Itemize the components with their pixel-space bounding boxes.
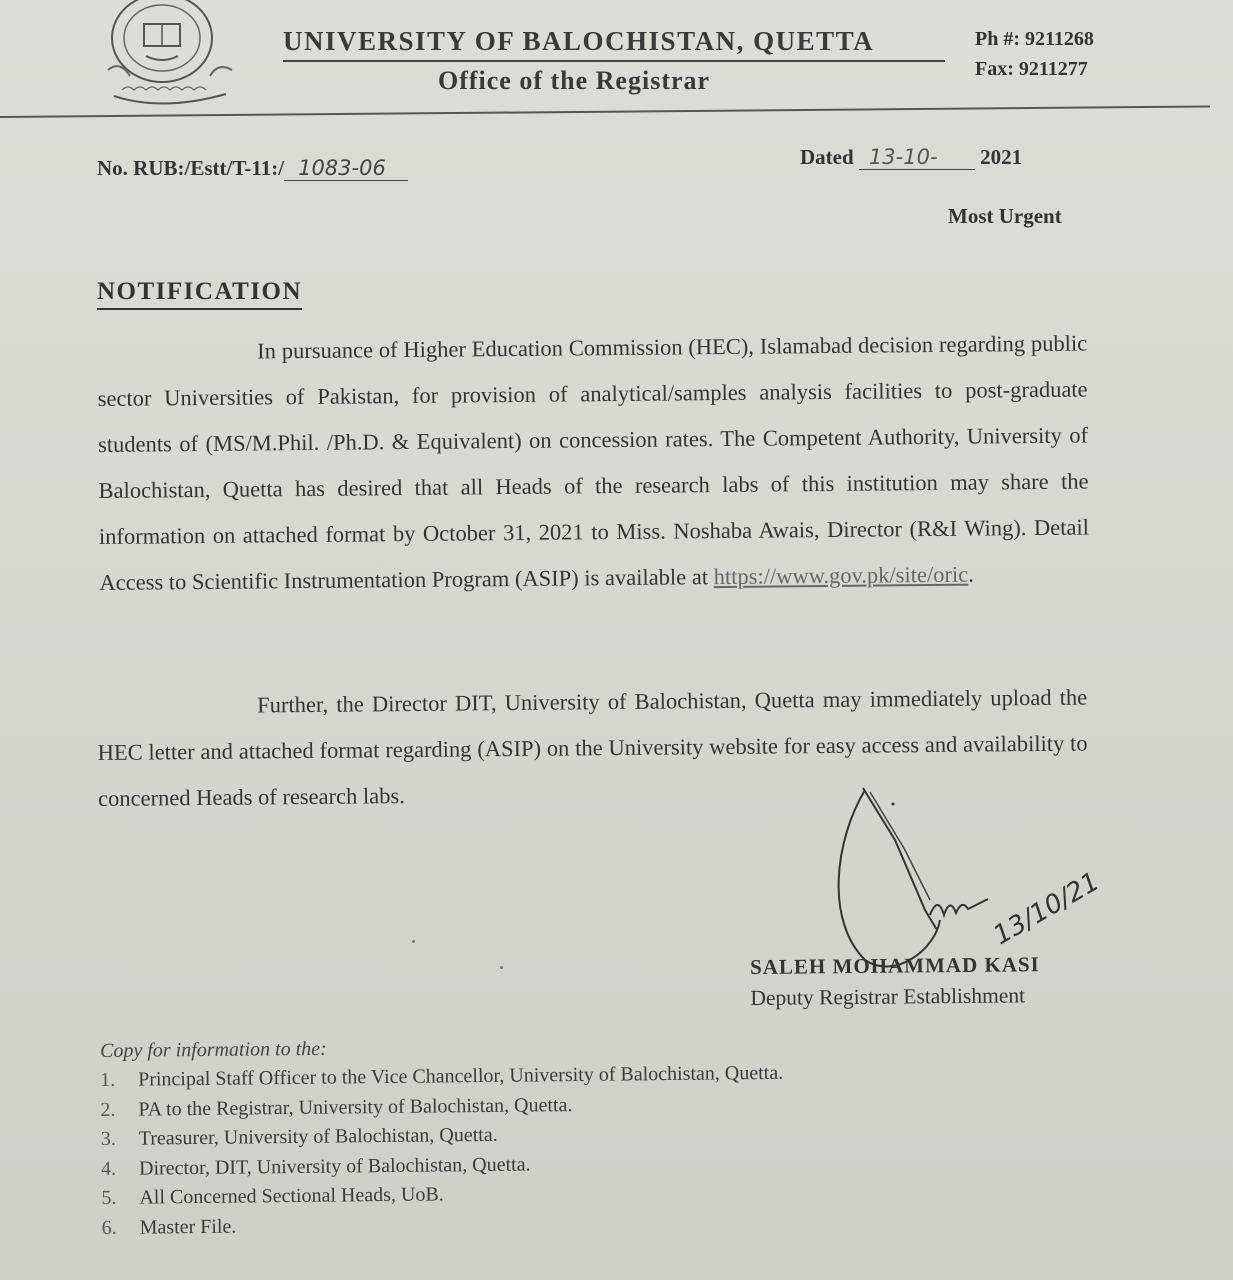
office-name: Office of the Registrar — [438, 66, 711, 95]
dated-label: Dated — [800, 145, 854, 169]
paper-speck — [500, 966, 503, 969]
copy-to-list — [100, 1059, 785, 1243]
list-item: 6. Master File. — [101, 1215, 237, 1239]
signatory-block — [750, 952, 1040, 1011]
asip-link[interactable]: https://www.gov.pk/site/oric — [713, 561, 969, 590]
phone-number: Ph #: 9211268 — [975, 28, 1094, 50]
date-line — [800, 145, 1022, 170]
signatory-designation: Deputy Registrar Establishment — [750, 983, 1026, 1010]
copy-to-title: Copy for information to the: — [100, 1037, 327, 1062]
reference-handwritten: 1083-06 — [284, 156, 408, 181]
notification-heading: NOTIFICATION — [97, 278, 302, 310]
list-item: 1. Principal Staff Officer to the Vice Chancellor, University of Balochistan, Quetta. — [100, 1061, 784, 1091]
notification-paragraph-1: In pursuance of Higher Education Commission (HEC), Islamabad decision regarding public sector Universities of Pakistan, for provision of analytical/samples analysis facilities to post-graduate students of (MS/M.Phil. /Ph.D. & Equivalent) on concession rates. The Competent Authority, University of Balochistan, Quetta has desired that all Heads of the research labs of this institution may share the information on attached format by October 31, 2021 to Miss. Noshaba Awais, Director (R&I Wing). Detail Access to Scientific Instrumentation Program (ASIP) is available at https://www.gov.pk/site/oric. — [97, 330, 1090, 595]
header-underline — [283, 60, 945, 62]
date-year: 2021 — [980, 145, 1023, 169]
contact-block — [975, 24, 1094, 84]
list-item: 3. Treasurer, University of Balochistan, Quetta. — [100, 1123, 498, 1150]
reference-label: No. RUB:/Estt/T-11:/ — [97, 156, 285, 180]
signature-date: 13/10/21 — [988, 866, 1105, 952]
reference-number — [97, 156, 408, 181]
paper-speck — [412, 940, 415, 943]
list-item: 5. All Concerned Sectional Heads, UoB. — [101, 1183, 444, 1209]
handwritten-signature — [825, 780, 1145, 980]
fax-number: Fax: 9211277 — [975, 58, 1088, 80]
paragraph-1-text: In pursuance of Higher Education Commission (HEC), Islamabad decision regarding public sector Universities of Pakistan, for provision of analytical/samples analysis facilities to post-graduate students of (MS/M.Phil. /Ph.D. & Equivalent) on concession rates. The Competent Authority, University of Balochistan, Quetta has desired that all Heads of the research labs of this institution may share the information on attached format by October 31, 2021 to Miss. Noshaba Awais, Director (R&I Wing). Detail Access to Scientific Instrumentation Program (ASIP) is available at — [97, 330, 1090, 595]
university-seal-logo — [100, 0, 240, 112]
list-item: 4. Director, DIT, University of Balochistan, Quetta. — [100, 1152, 531, 1180]
notification-paragraph-2: Further, the Director DIT, University of Balochistan, Quetta may immediately upload the HEC letter and attached format regarding (ASIP) on the University website for easy access and availability to concerned Heads of research labs. — [97, 684, 1088, 811]
priority-label: Most Urgent — [948, 204, 1062, 228]
list-item: 2. PA to the Registrar, University of Balochistan, Quetta. — [100, 1093, 573, 1121]
date-handwritten: 13-10- — [859, 145, 975, 170]
signatory-name: SALEH MOHAMMAD KASI — [750, 952, 1040, 979]
institution-name: UNIVERSITY OF BALOCHISTAN, QUETTA — [283, 26, 875, 56]
